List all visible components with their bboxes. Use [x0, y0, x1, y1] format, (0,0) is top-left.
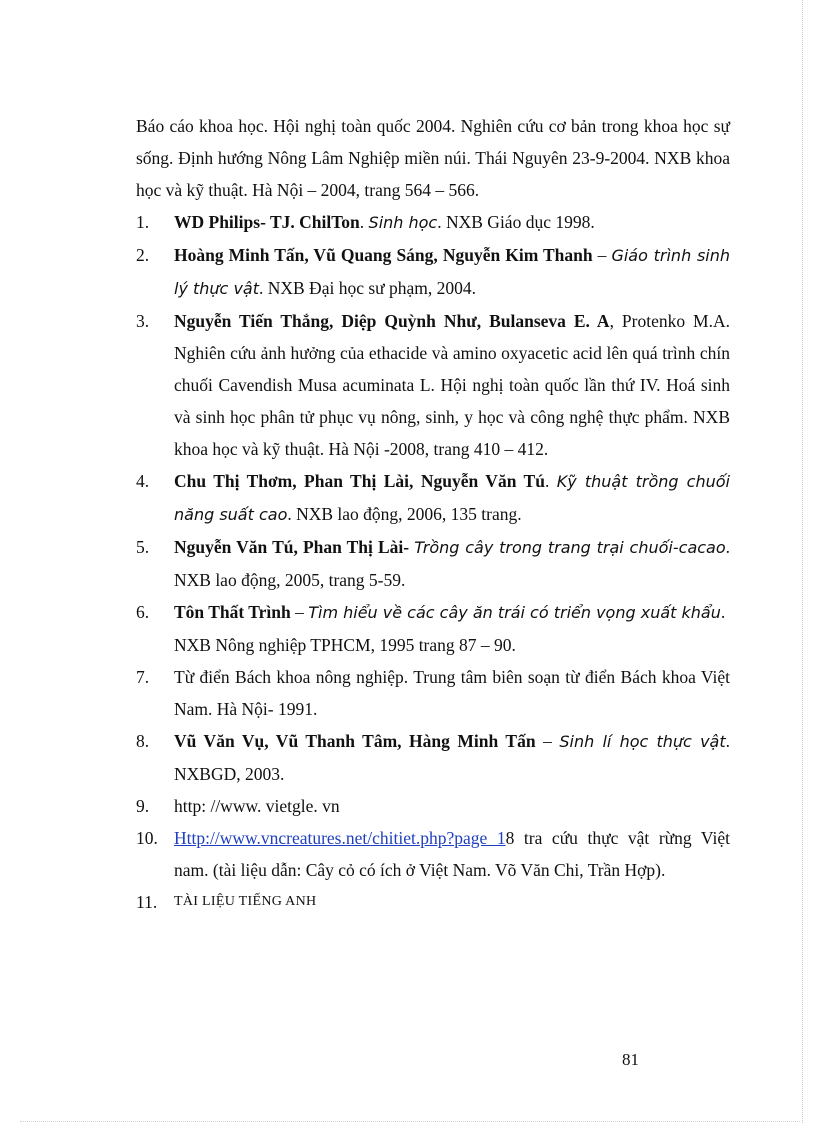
reference-authors: Tôn Thất Trình — [174, 602, 291, 622]
reference-item-1: 1. WD Philips- TJ. ChilTon. Sinh học. NXB Giáo dục 1998. — [136, 206, 730, 239]
reference-item-9 — [136, 790, 730, 822]
reference-item-4: 4. Chu Thị Thơm, Phan Thị Lài, Nguyễn Văn Tú. Kỹ thuật trồng chuối năng suất cao. NXB lao động, 2006, 135 trang. — [136, 465, 730, 531]
reference-number: 9. — [136, 796, 150, 816]
page-bottom-line — [20, 1121, 800, 1122]
reference-item-8: 8. Vũ Văn Vụ, Vũ Thanh Tâm, Hàng Minh Tấn – Sinh lí học thực vật. NXBGD, 2003. — [136, 725, 730, 790]
reference-number: 2. — [136, 245, 150, 265]
reference-title: Tìm hiểu về các cây ăn trái có triển vọng xuất khẩu — [308, 603, 721, 622]
reference-authors: Hoàng Minh Tấn, Vũ Quang Sáng, Nguyễn Kim Thanh — [174, 245, 593, 265]
reference-number: 8. — [136, 731, 150, 751]
reference-number: 4. — [136, 471, 150, 491]
reference-item-7 — [136, 661, 730, 725]
reference-authors: Chu Thị Thơm, Phan Thị Lài, Nguyễn Văn Tú — [174, 471, 545, 491]
page-edge-line — [802, 0, 803, 1123]
reference-title: Kỹ thuật trồng chuối năng suất cao — [174, 472, 730, 524]
reference-number: 3. — [136, 311, 150, 331]
reference-item-6: 6. Tôn Thất Trình – Tìm hiểu về các cây ăn trái có triển vọng xuất khẩu. NXB Nông nghiệp TPHCM, 1995 trang 87 – 90. — [136, 596, 730, 661]
reference-title: Trồng cây trong trang trại chuối-cacao — [414, 538, 726, 557]
reference-title: Sinh lí học thực vật — [559, 732, 726, 751]
reference-url: http: //www. vietgle. vn — [174, 796, 340, 816]
reference-item-3: 3. Nguyễn Tiến Thắng, Diệp Quỳnh Như, Bulanseva E. A, Protenko M.A. Nghiên cứu ảnh hưởng của ethacide và amino oxyacetic acid lên quá trình chín chuối Cavendish Musa acuminata L. Hội nghị toàn quốc lần thứ IV. Hoá sinh và sinh học phân tử phục vụ nông, sinh, y học và công nghệ thực phẩm. NXB khoa học và kỹ thuật. Hà Nội -2008, trang 410 – 412. — [136, 305, 730, 465]
reference-link[interactable]: Http://www.vncreatures.net/chitiet.php?page 1 — [174, 828, 506, 848]
reference-item-11 — [136, 886, 730, 918]
reference-item-2: 2. Hoàng Minh Tấn, Vũ Quang Sáng, Nguyễn Kim Thanh – Giáo trình sinh lý thực vật. NXB Đại học sư phạm, 2004. — [136, 239, 730, 305]
reference-authors: Nguyễn Văn Tú, Phan Thị Lài- — [174, 537, 410, 557]
intro-paragraph: Báo cáo khoa học. Hội nghị toàn quốc 2004. Nghiên cứu cơ bản trong khoa học sự sống. Định hướng Nông Lâm Nghiệp miền núi. Thái Nguyên 23-9-2004. NXB khoa học và kỹ thuật. Hà Nội – 2004, trang 564 – 566. — [136, 116, 730, 200]
references-section — [136, 110, 730, 918]
reference-number: 11. — [136, 892, 158, 912]
reference-item-5: 5. Nguyễn Văn Tú, Phan Thị Lài- Trồng cây trong trang trại chuối-cacao. NXB lao động, 2005, trang 5-59. — [136, 531, 730, 596]
reference-authors: Vũ Văn Vụ, Vũ Thanh Tâm, Hàng Minh Tấn — [174, 731, 536, 751]
reference-number: 5. — [136, 537, 150, 557]
reference-text: Từ điển Bách khoa nông nghiệp. Trung tâm biên soạn từ điển Bách khoa Việt Nam. Hà Nội- 1991. — [174, 667, 730, 719]
reference-number: 1. — [136, 212, 150, 232]
reference-authors: WD Philips- TJ. ChilTon — [174, 212, 360, 232]
reference-title: Sinh học — [368, 213, 438, 232]
page-number: 81 — [622, 1050, 639, 1069]
section-heading-english-references: TÀI LIỆU TIẾNG ANH — [174, 894, 317, 909]
reference-authors: Nguyễn Tiến Thắng, Diệp Quỳnh Như, Bulanseva E. A — [174, 311, 610, 331]
reference-number: 6. — [136, 602, 150, 622]
reference-item-10: 10. Http://www.vncreatures.net/chitiet.php?page 18 tra cứu thực vật rừng Việt nam. (tài liệu dẫn: Cây cỏ có ích ở Việt Nam. Võ Văn Chi, Trần Hợp). — [136, 822, 730, 886]
reference-number: 7. — [136, 667, 150, 687]
reference-title: Giáo trình sinh lý thực vật — [174, 246, 731, 298]
reference-number: 10. — [136, 828, 158, 848]
